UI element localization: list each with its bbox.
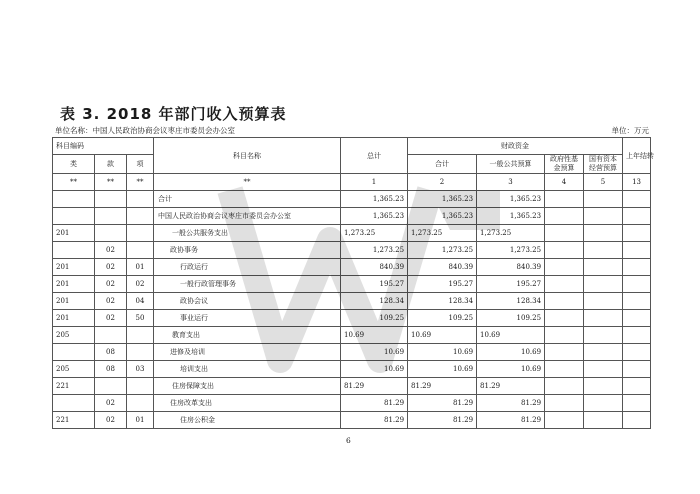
xiang-cell — [127, 327, 154, 344]
gov-fund-cell — [545, 327, 584, 344]
index-cell: 3 — [477, 174, 545, 191]
subject-name-cell: 合计 — [154, 191, 341, 208]
index-cell: ** — [154, 174, 341, 191]
kuan-cell — [95, 378, 127, 395]
state-capital-cell — [584, 276, 623, 293]
xiang-cell: 01 — [127, 412, 154, 429]
carryover-cell — [623, 395, 651, 412]
table-row — [53, 276, 651, 293]
index-row — [53, 174, 651, 191]
carryover-cell — [623, 412, 651, 429]
total-cell: 81.29 — [341, 378, 408, 395]
xiang-cell — [127, 395, 154, 412]
general-budget-cell: 1,365.23 — [477, 191, 545, 208]
subtotal-cell: 128.34 — [408, 293, 477, 310]
carryover-cell — [623, 191, 651, 208]
xiang-cell — [127, 191, 154, 208]
state-capital-header: 国有资本经营预算 — [584, 155, 623, 174]
carryover-cell — [623, 344, 651, 361]
table-row — [53, 395, 651, 412]
gov-fund-cell — [545, 208, 584, 225]
subject-name-cell: 中国人民政治协商会议枣庄市委员会办公室 — [154, 208, 341, 225]
total-cell: 1,273.25 — [341, 225, 408, 242]
carryover-cell — [623, 259, 651, 276]
kuan-cell — [95, 208, 127, 225]
xiang-cell: 50 — [127, 310, 154, 327]
general-budget-cell: 109.25 — [477, 310, 545, 327]
lei-cell: 201 — [53, 310, 95, 327]
gov-fund-cell — [545, 293, 584, 310]
total-cell: 10.69 — [341, 361, 408, 378]
table-row — [53, 344, 651, 361]
kuan-cell — [95, 225, 127, 242]
total-cell: 10.69 — [341, 327, 408, 344]
gov-fund-header: 政府性基金预算 — [545, 155, 584, 174]
subtotal-cell: 81.29 — [408, 395, 477, 412]
general-budget-cell: 195.27 — [477, 276, 545, 293]
subject-name-cell: 住房保障支出 — [154, 378, 341, 395]
carryover-cell — [623, 208, 651, 225]
total-cell: 1,365.23 — [341, 208, 408, 225]
state-capital-cell — [584, 208, 623, 225]
general-budget-cell: 10.69 — [477, 327, 545, 344]
page-title: 表 3. 2018 年部门收入预算表 — [60, 105, 287, 123]
total-cell: 109.25 — [341, 310, 408, 327]
gov-fund-cell — [545, 276, 584, 293]
general-budget-cell: 10.69 — [477, 361, 545, 378]
general-budget-cell: 128.34 — [477, 293, 545, 310]
gov-fund-cell — [545, 378, 584, 395]
kuan-cell: 02 — [95, 395, 127, 412]
table-row — [53, 191, 651, 208]
state-capital-cell — [584, 225, 623, 242]
lei-cell: 221 — [53, 412, 95, 429]
gov-fund-cell — [545, 225, 584, 242]
lei-cell: 221 — [53, 378, 95, 395]
lei-cell: 201 — [53, 259, 95, 276]
table-row — [53, 412, 651, 429]
lei-cell — [53, 242, 95, 259]
subtotal-cell: 195.27 — [408, 276, 477, 293]
table-row — [53, 327, 651, 344]
subject-name-cell: 事业运行 — [154, 310, 341, 327]
lei-cell: 201 — [53, 293, 95, 310]
general-budget-cell: 1,365.23 — [477, 208, 545, 225]
subtotal-cell: 1,273.25 — [408, 242, 477, 259]
subtotal-cell: 840.39 — [408, 259, 477, 276]
lei-cell: 201 — [53, 225, 95, 242]
xiang-cell: 04 — [127, 293, 154, 310]
carryover-cell — [623, 225, 651, 242]
total-header: 总计 — [341, 138, 408, 174]
kuan-cell: 02 — [95, 310, 127, 327]
kuan-cell — [95, 327, 127, 344]
xiang-cell: 02 — [127, 276, 154, 293]
state-capital-cell — [584, 361, 623, 378]
total-cell: 128.34 — [341, 293, 408, 310]
state-capital-cell — [584, 344, 623, 361]
state-capital-cell — [584, 191, 623, 208]
subject-name-cell: 政协事务 — [154, 242, 341, 259]
lei-cell — [53, 344, 95, 361]
carryover-cell — [623, 293, 651, 310]
gov-fund-cell — [545, 310, 584, 327]
index-cell: ** — [127, 174, 154, 191]
index-cell: 13 — [623, 174, 651, 191]
gov-fund-cell — [545, 344, 584, 361]
lei-cell: 205 — [53, 327, 95, 344]
general-budget-cell: 1,273.25 — [477, 225, 545, 242]
index-cell: 1 — [341, 174, 408, 191]
xiang-cell — [127, 378, 154, 395]
lei-header: 类 — [53, 155, 95, 174]
currency-unit-label: 单位：万元 — [611, 126, 649, 135]
total-cell: 195.27 — [341, 276, 408, 293]
xiang-cell: 03 — [127, 361, 154, 378]
lei-cell — [53, 208, 95, 225]
table-row — [53, 310, 651, 327]
lei-cell — [53, 191, 95, 208]
state-capital-cell — [584, 242, 623, 259]
subject-name-cell: 教育支出 — [154, 327, 341, 344]
unit-name-label: 单位名称：中国人民政治协商会议枣庄市委员会办公室 — [55, 126, 235, 135]
subject-name-cell: 住房改革支出 — [154, 395, 341, 412]
state-capital-cell — [584, 259, 623, 276]
index-cell: 2 — [408, 174, 477, 191]
state-capital-cell — [584, 395, 623, 412]
state-capital-cell — [584, 310, 623, 327]
subject-name-cell: 培训支出 — [154, 361, 341, 378]
index-cell: 4 — [545, 174, 584, 191]
xiang-cell — [127, 208, 154, 225]
subtotal-cell: 10.69 — [408, 327, 477, 344]
kuan-cell: 08 — [95, 344, 127, 361]
kuan-cell: 02 — [95, 242, 127, 259]
table-row — [53, 225, 651, 242]
gov-fund-cell — [545, 412, 584, 429]
subtotal-cell: 10.69 — [408, 344, 477, 361]
lei-cell — [53, 395, 95, 412]
total-cell: 1,365.23 — [341, 191, 408, 208]
xiang-cell — [127, 225, 154, 242]
general-budget-cell: 81.29 — [477, 395, 545, 412]
subtotal-cell: 81.29 — [408, 412, 477, 429]
total-cell: 81.29 — [341, 412, 408, 429]
subtotal-cell: 1,365.23 — [408, 208, 477, 225]
subject-name-cell: 一般行政管理事务 — [154, 276, 341, 293]
index-cell: 5 — [584, 174, 623, 191]
kuan-cell: 02 — [95, 412, 127, 429]
subject-name-cell: 一般公共服务支出 — [154, 225, 341, 242]
general-budget-cell: 840.39 — [477, 259, 545, 276]
subject-name-cell: 进修及培训 — [154, 344, 341, 361]
table-row — [53, 361, 651, 378]
carryover-cell — [623, 378, 651, 395]
carryover-cell — [623, 276, 651, 293]
total-cell: 840.39 — [341, 259, 408, 276]
gov-fund-cell — [545, 191, 584, 208]
index-cell: ** — [95, 174, 127, 191]
table-row — [53, 259, 651, 276]
subtotal-cell: 1,365.23 — [408, 191, 477, 208]
fiscal-funds-header: 财政资金 — [408, 138, 623, 155]
kuan-cell: 02 — [95, 276, 127, 293]
xiang-cell — [127, 242, 154, 259]
subject-name-cell: 住房公积金 — [154, 412, 341, 429]
table-row — [53, 242, 651, 259]
subject-code-header: 科目编码 — [53, 138, 154, 155]
gov-fund-cell — [545, 395, 584, 412]
header-row-1 — [53, 138, 651, 155]
carryover-header: 上年结转 — [623, 138, 651, 174]
carryover-cell — [623, 242, 651, 259]
subject-name-cell: 行政运行 — [154, 259, 341, 276]
kuan-cell: 02 — [95, 259, 127, 276]
subject-name-cell: 政协会议 — [154, 293, 341, 310]
gov-fund-cell — [545, 242, 584, 259]
kuan-cell — [95, 191, 127, 208]
general-budget-cell: 81.29 — [477, 378, 545, 395]
state-capital-cell — [584, 412, 623, 429]
total-cell: 1,273.25 — [341, 242, 408, 259]
subject-name-header: 科目名称 — [154, 138, 341, 174]
gov-fund-cell — [545, 259, 584, 276]
xiang-header: 项 — [127, 155, 154, 174]
table-row — [53, 208, 651, 225]
budget-table — [52, 137, 655, 429]
carryover-cell — [623, 310, 651, 327]
state-capital-cell — [584, 293, 623, 310]
total-cell: 10.69 — [341, 344, 408, 361]
state-capital-cell — [584, 327, 623, 344]
xiang-cell — [127, 344, 154, 361]
kuan-cell: 08 — [95, 361, 127, 378]
subtotal-cell: 81.29 — [408, 378, 477, 395]
carryover-cell — [623, 361, 651, 378]
subtotal-cell: 109.25 — [408, 310, 477, 327]
general-budget-header: 一般公共预算 — [477, 155, 545, 174]
carryover-cell — [623, 327, 651, 344]
general-budget-cell: 10.69 — [477, 344, 545, 361]
kuan-header: 款 — [95, 155, 127, 174]
total-cell: 81.29 — [341, 395, 408, 412]
general-budget-cell: 81.29 — [477, 412, 545, 429]
xiang-cell: 01 — [127, 259, 154, 276]
subtotal-cell: 1,273.25 — [408, 225, 477, 242]
subtotal-header: 合计 — [408, 155, 477, 174]
lei-cell: 201 — [53, 276, 95, 293]
kuan-cell: 02 — [95, 293, 127, 310]
table-row — [53, 378, 651, 395]
page-number: 6 — [346, 436, 351, 445]
table-row — [53, 293, 651, 310]
gov-fund-cell — [545, 361, 584, 378]
state-capital-cell — [584, 378, 623, 395]
lei-cell: 205 — [53, 361, 95, 378]
index-cell: ** — [53, 174, 95, 191]
general-budget-cell: 1,273.25 — [477, 242, 545, 259]
subtotal-cell: 10.69 — [408, 361, 477, 378]
